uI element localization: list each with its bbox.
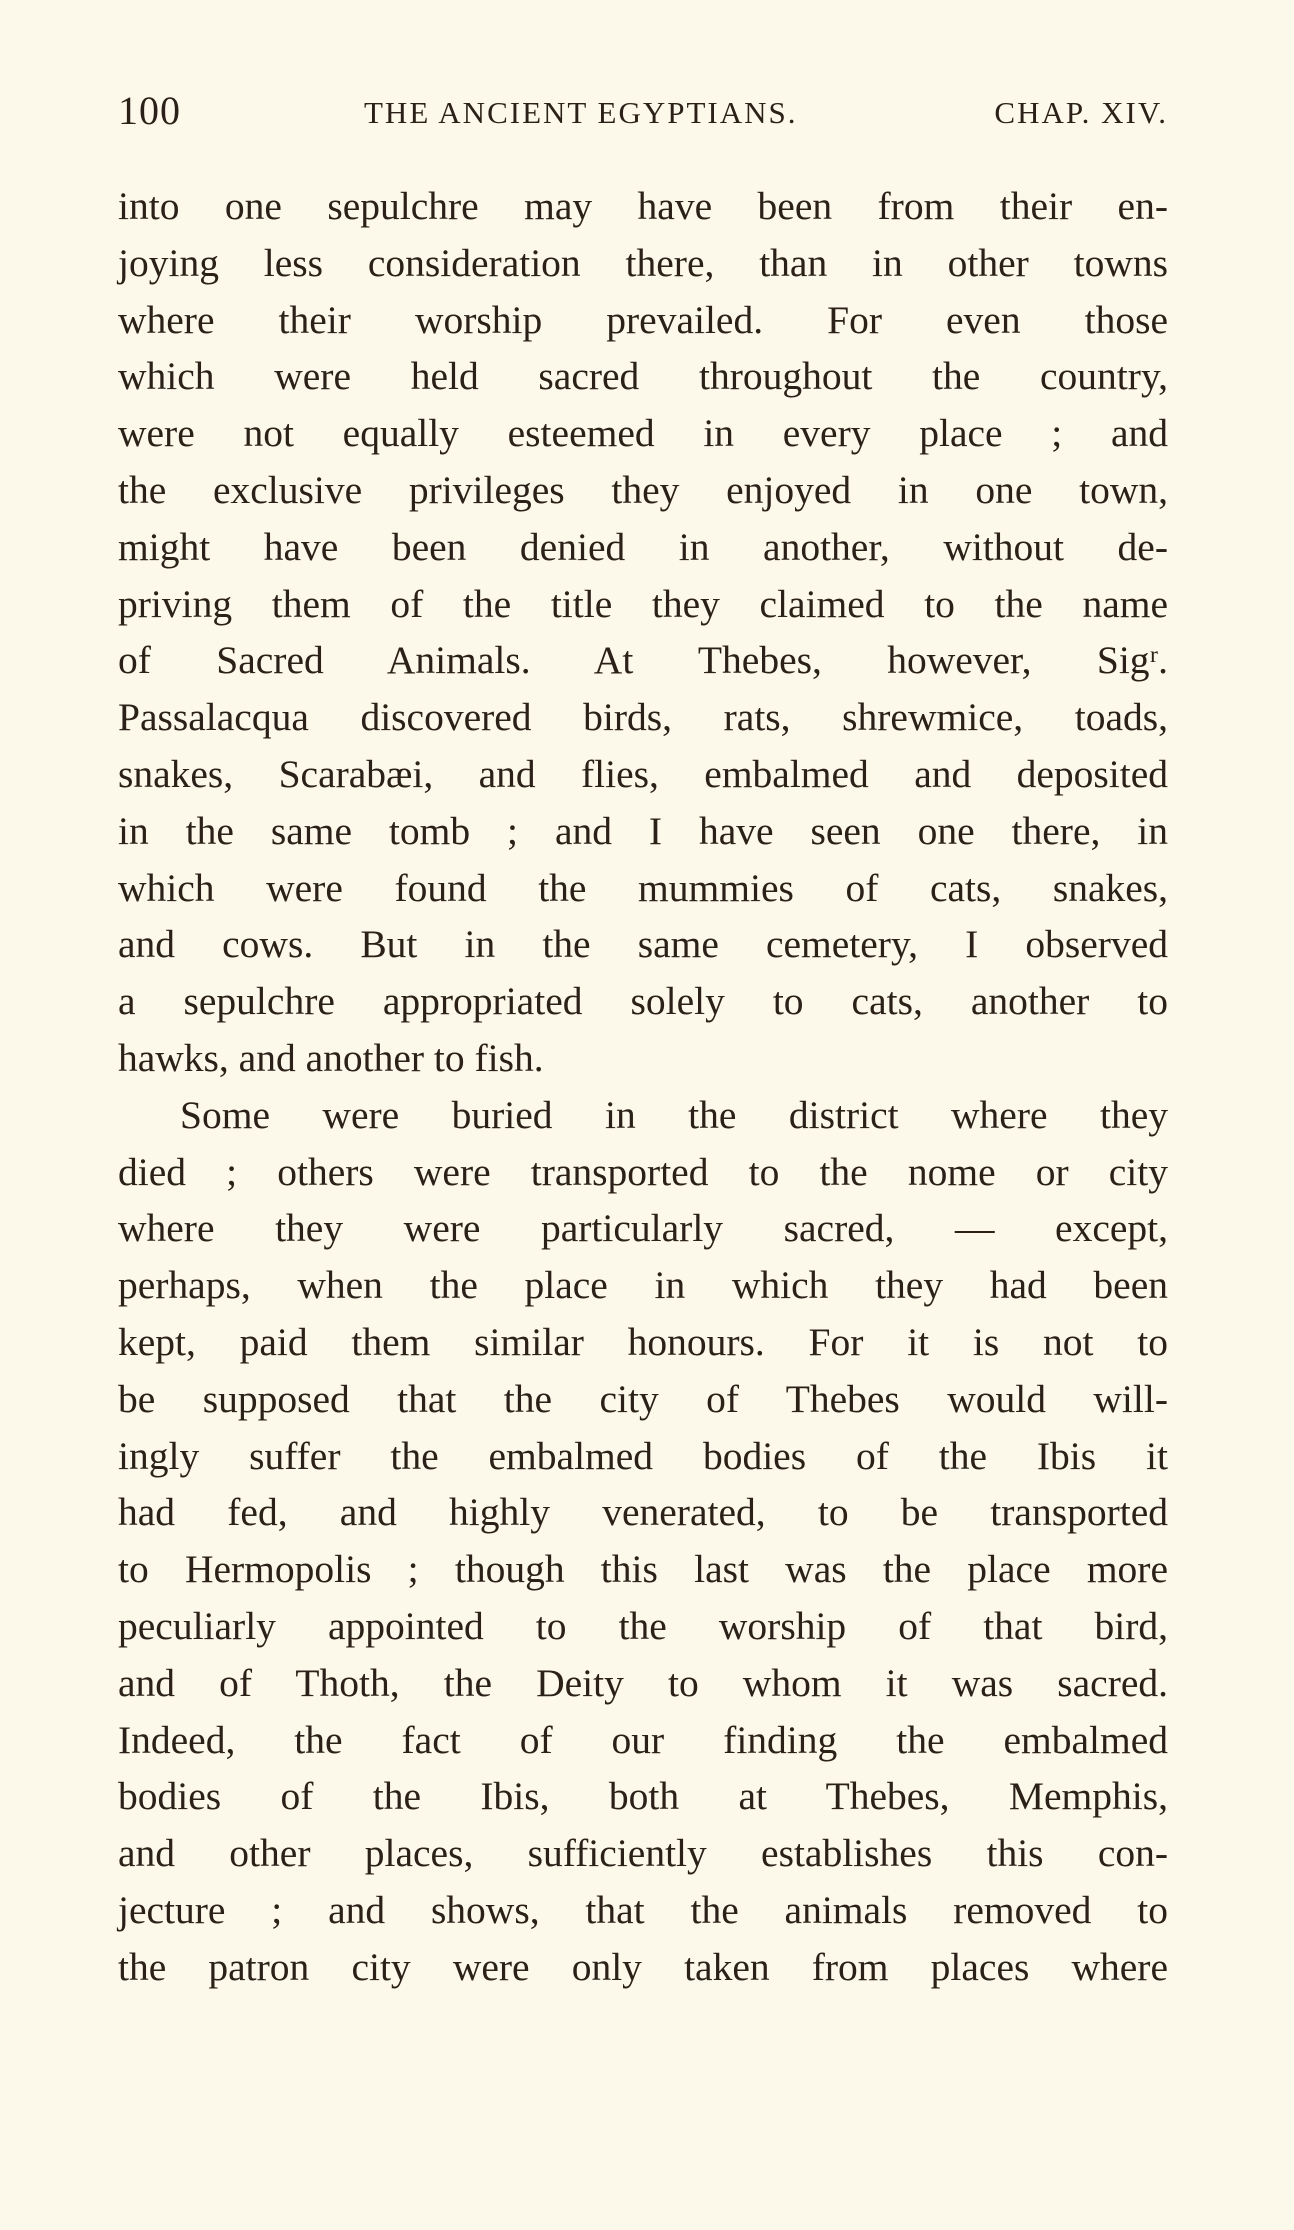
text-line: perhaps, when the place in which they had been xyxy=(118,1263,1168,1308)
body-text xyxy=(118,178,1168,1996)
text-line: the patron city were only taken from places where xyxy=(118,1944,1168,1989)
text-line: died ; others were transported to the nome or city xyxy=(118,1149,1168,1194)
text-line: bodies of the Ibis, both at Thebes, Memphis, xyxy=(118,1774,1168,1819)
text-line: ingly suffer the embalmed bodies of the Ibis it xyxy=(118,1433,1168,1478)
text-line: where their worship prevailed. For even those xyxy=(118,297,1168,342)
text-line: Indeed, the fact of our finding the embalmed xyxy=(118,1717,1168,1762)
paragraph-1 xyxy=(118,178,1168,1087)
text-line: into one sepulchre may have been from their en- xyxy=(118,184,1168,228)
text-line: might have been denied in another, without de- xyxy=(118,524,1168,569)
text-line: were not equally esteemed in every place ; and xyxy=(118,411,1168,456)
text-line: and cows. But in the same cemetery, I observed xyxy=(118,922,1168,967)
text-line: which were found the mummies of cats, snakes, xyxy=(118,865,1168,910)
text-line: and other places, sufficiently establishes this con- xyxy=(118,1831,1168,1876)
text-line: snakes, Scarabæi, and flies, embalmed and deposited xyxy=(118,751,1168,796)
page-number: 100 xyxy=(118,88,181,133)
text-line: in the same tomb ; and I have seen one there, in xyxy=(118,808,1168,853)
text-line: a sepulchre appropriated solely to cats, another to xyxy=(118,979,1168,1024)
text-line: joying less consideration there, than in other towns xyxy=(118,240,1168,285)
text-line: of Sacred Animals. At Thebes, however, Sigʳ. xyxy=(118,638,1168,683)
text-line: and of Thoth, the Deity to whom it was sacred. xyxy=(118,1660,1168,1705)
text-line: had fed, and highly venerated, to be transported xyxy=(118,1490,1168,1535)
running-head xyxy=(118,86,1168,136)
text-line: Passalacqua discovered birds, rats, shrewmice, toads, xyxy=(118,695,1168,740)
text-line: which were held sacred throughout the country, xyxy=(118,354,1168,399)
text-line: to Hermopolis ; though this last was the place more xyxy=(118,1547,1168,1592)
text-line: jecture ; and shows, that the animals removed to xyxy=(118,1887,1168,1932)
text-line: hawks, and another to fish. xyxy=(118,1035,544,1080)
text-line: peculiarly appointed to the worship of that bird, xyxy=(118,1603,1168,1648)
text-line: kept, paid them similar honours. For it is not to xyxy=(118,1319,1168,1364)
text-line: Some were buried in the district where they xyxy=(180,1092,1168,1137)
text-line: priving them of the title they claimed to the name xyxy=(118,581,1168,626)
chapter-label: CHAP. XIV. xyxy=(994,95,1168,130)
text-line: where they were particularly sacred, — except, xyxy=(118,1206,1168,1251)
running-title: THE ANCIENT EGYPTIANS. xyxy=(364,95,798,130)
paragraph-2 xyxy=(118,1087,1168,1996)
text-line: the exclusive privileges they enjoyed in one town, xyxy=(118,467,1168,512)
text-line: be supposed that the city of Thebes would will- xyxy=(118,1376,1168,1421)
